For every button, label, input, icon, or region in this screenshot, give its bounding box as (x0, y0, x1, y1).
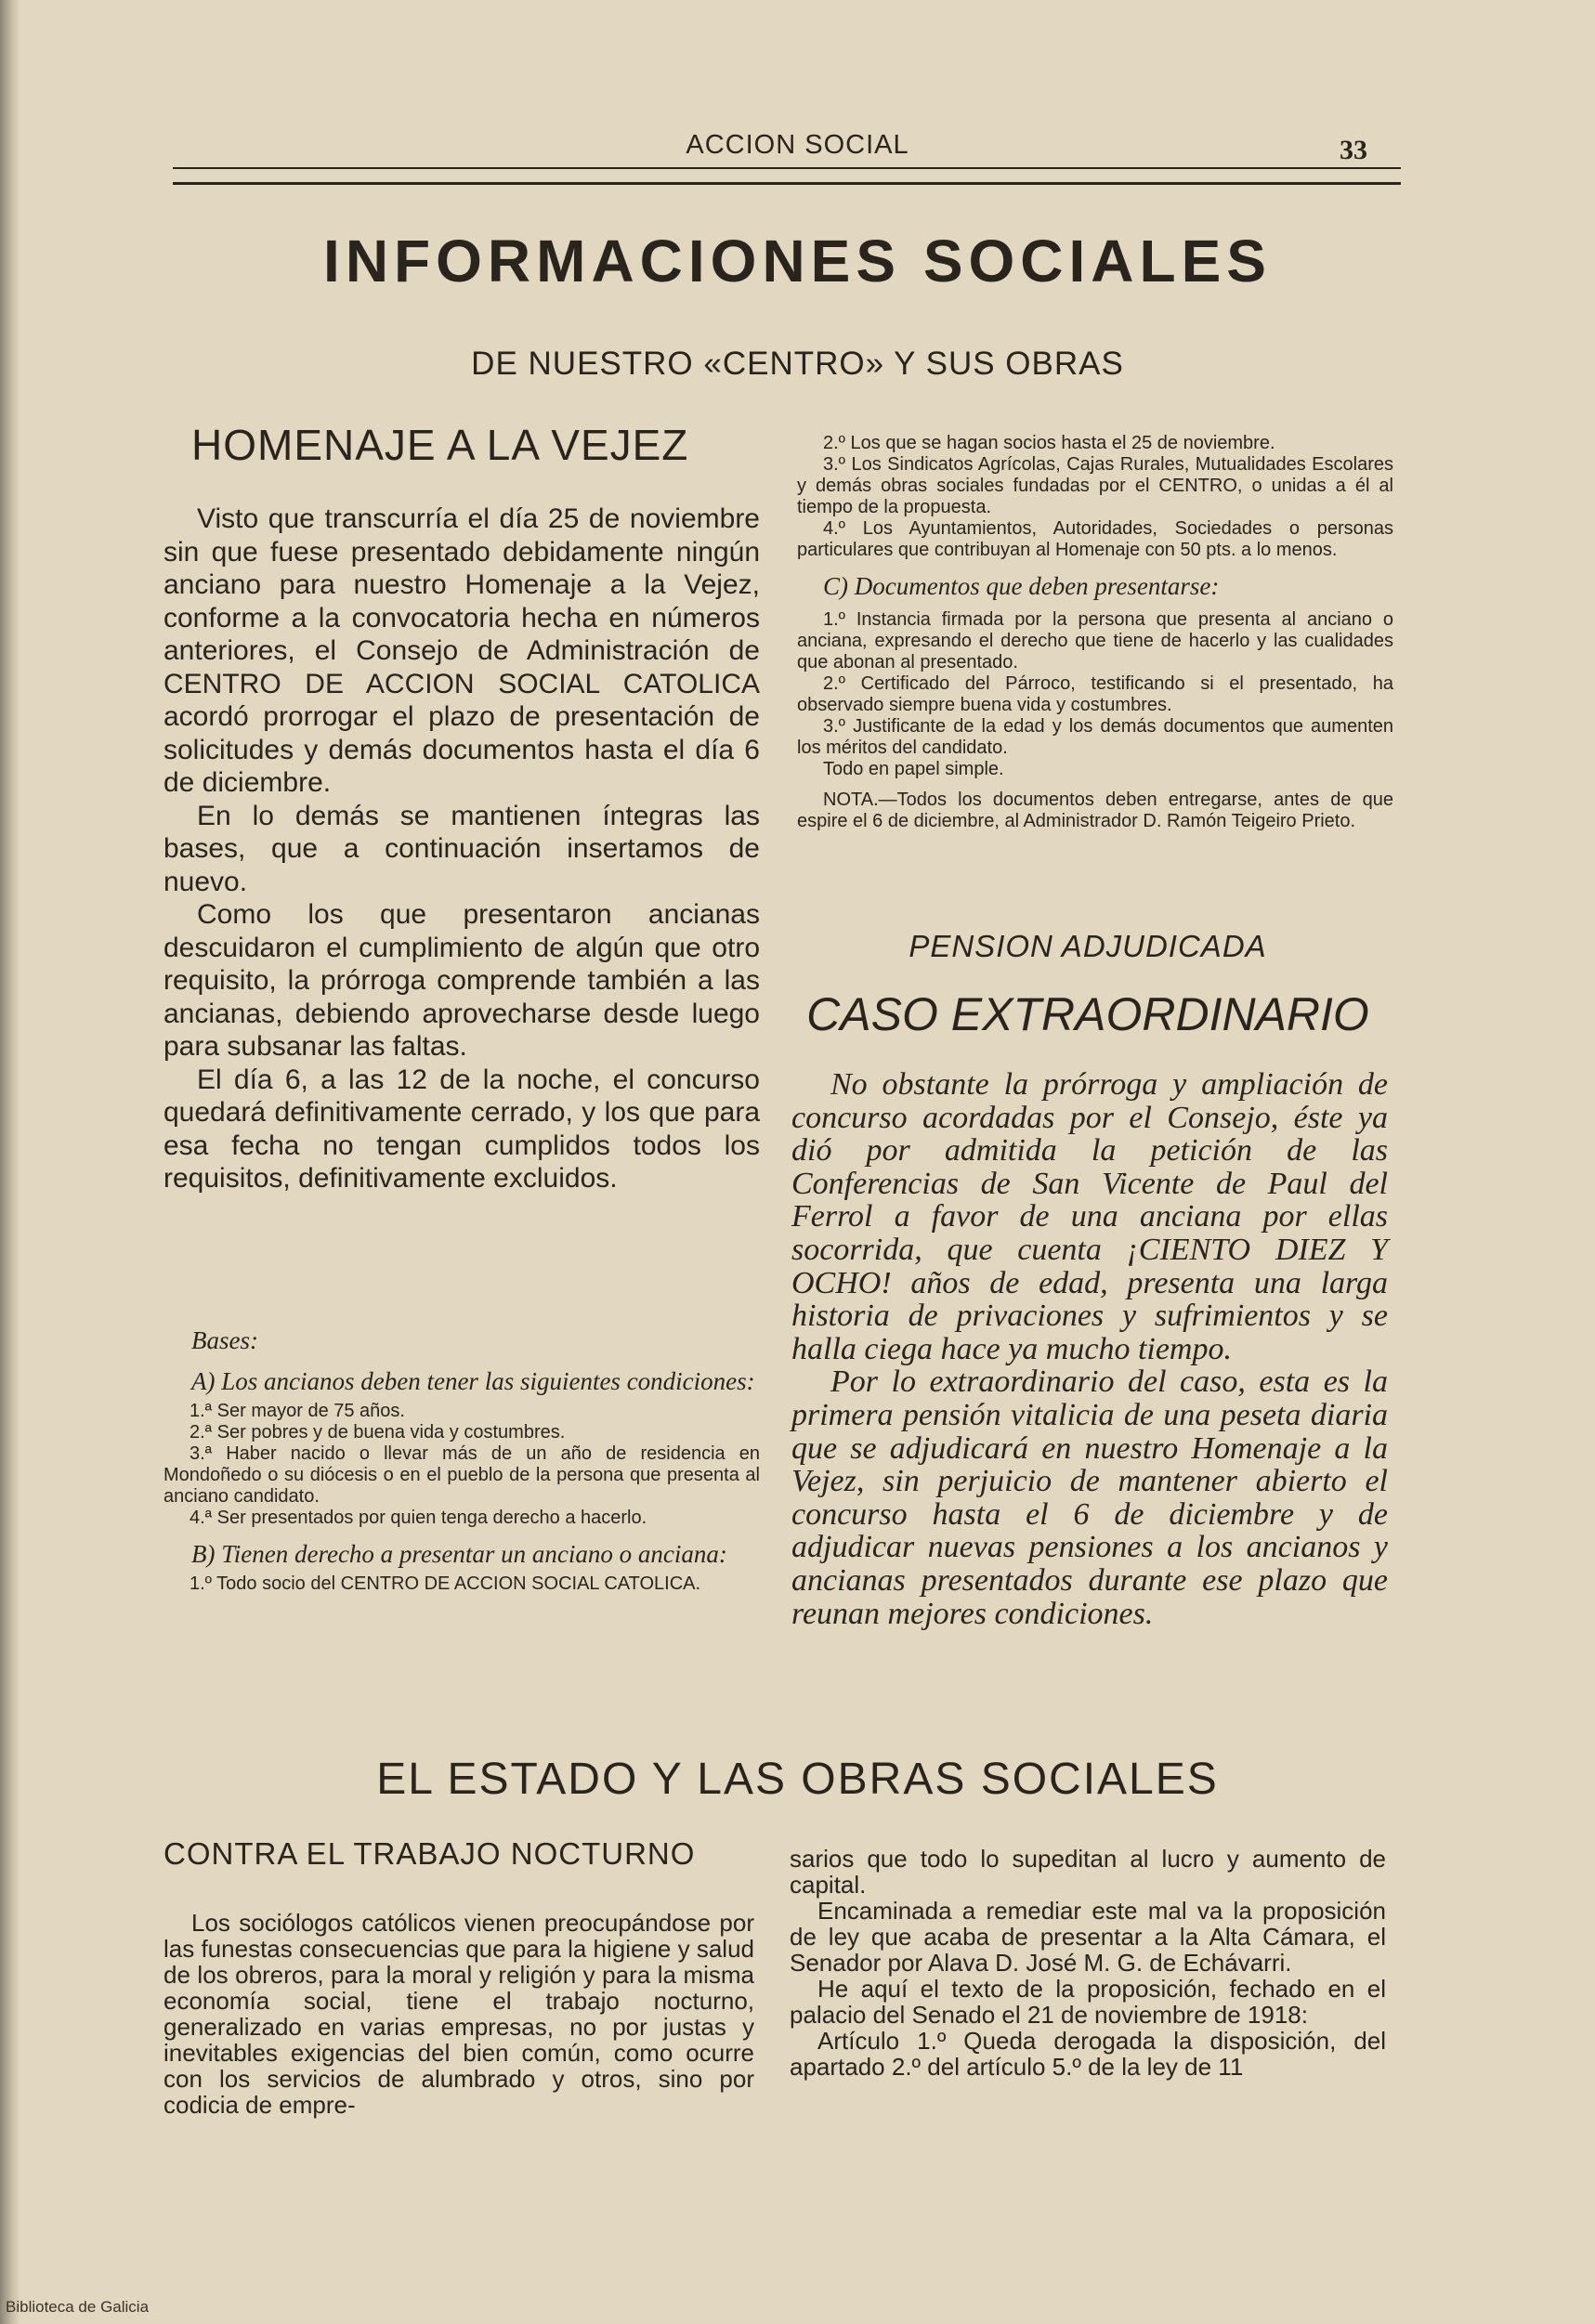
bases-block (163, 1326, 760, 1595)
nota: NOTA.—Todos los documentos deben entregarse, antes de que espire el 6 de diciembre, al Administrador D. Ramón Teigeiro Prieto. (797, 790, 1393, 831)
condition-item: 4.ª Ser presentados por quien tenga derecho a hacerlo. (190, 1508, 647, 1528)
presenter-item: 1.º Todo socio del CENTRO DE ACCION SOCIAL CATOLICA. (190, 1573, 701, 1594)
nocturno-paragraph: Artículo 1.º Queda derogada la disposición, del apartado 2.º del artículo 5.º de la ley de 11 (790, 2027, 1386, 2081)
header-rule-double (173, 182, 1401, 185)
document-item: 2.º Certificado del Párroco, testificando si el presentado, ha observado siempre buena vida y costumbres. (797, 673, 1393, 715)
homenaje-paragraph: Como los que presentaron ancianas descuidaron el cumplimiento de algún que otro requisito, la prórroga comprende también a las ancianas, debiendo aprovecharse desde luego para subsanar las faltas. (163, 899, 760, 1062)
homenaje-body (163, 503, 760, 1195)
section-b-heading: B) Tienen derecho a presentar un anciano o anciana: (191, 1540, 727, 1568)
presenter-item: 4.º Los Ayuntamientos, Autoridades, Sociedades o personas particulares que contribuyan al Homenaje con 50 pts. a lo menos. (797, 518, 1393, 560)
condition-item: 1.ª Ser mayor de 75 años. (190, 1401, 405, 1421)
nocturno-paragraph: sarios que todo lo supeditan al lucro y aumento de capital. (790, 1845, 1386, 1899)
nocturno-paragraph: Encaminada a remediar este mal va la proposición de ley que acaba de presentar a la Alta Cámara, el Senador por Alava D. José M. G. de Echávarri. (790, 1897, 1386, 1977)
library-credit: Biblioteca de Galicia (6, 2298, 150, 2316)
page-subtitle: DE NUESTRO «CENTRO» Y SUS OBRAS (471, 346, 1124, 382)
nocturno-left (163, 1910, 754, 2118)
document-item: Todo en papel simple. (823, 759, 1004, 779)
pension-label: PENSION ADJUDICADA (909, 929, 1267, 963)
caso-body (791, 1068, 1388, 1630)
bases-label: Bases: (191, 1326, 258, 1354)
homenaje-paragraph: El día 6, a las 12 de la noche, el concurso quedará definitivamente cerrado, y los que para esa fecha no tengan cumplidos todos los requisitos, definitivamente excluidos. (163, 1064, 760, 1194)
caso-heading: CASO EXTRAORDINARIO (806, 988, 1369, 1040)
presenter-item: 3.º Los Sindicatos Agrícolas, Cajas Rurales, Mutualidades Escolares y demás obras sociales fundadas por el CENTRO, o unidas a él al tiempo de la propuesta. (797, 454, 1393, 517)
nocturno-heading: CONTRA EL TRABAJO NOCTURNO (163, 1836, 696, 1871)
nocturno-paragraph: Los sociólogos católicos vienen preocupándose por las funestas consecuencias que para la higiene y salud de los obreros, para la moral y religión y para la misma economía social, tiene el trabajo nocturno, generalizado en varias empresas, no por justas y inevitables exigencias del bien común, como ocurre con los servicios de alumbrado y otros, sino por codicia de empre- (163, 1909, 754, 2119)
condition-item: 2.ª Ser pobres y de buena vida y costumbres. (190, 1422, 566, 1443)
condition-item: 3.ª Haber nacido o llevar más de un año de residencia en Mondoñedo o su diócesis o en el pueblo de la persona que presenta al anciano candidato. (163, 1443, 760, 1507)
homenaje-paragraph: Visto que transcurría el día 25 de noviembre sin que fuese presentado debidamente ningún anciano para nuestro Homenaje a la Vejez, conforme a la convocatoria hecha en números anteriores, el Consejo de Administración de CENTRO DE ACCION SOCIAL CATOLICA acordó prorrogar el plazo de presentación de solicitudes y demás documentos hasta el día 6 de diciembre. (163, 503, 760, 798)
presenter-item: 2.º Los que se hagan socios hasta el 25 de noviembre. (823, 433, 1275, 453)
caso-paragraph: No obstante la prórroga y ampliación de concurso acordadas por el Consejo, éste ya dió por admitida la petición de las Conferencias de San Vicente de Paul del Ferrol a favor de una anciana por ellas socorrida, que cuenta ¡CIENTO DIEZ Y OCHO! años de edad, presenta una larga historia de privaciones y sufrimientos y se halla ciega hace ya mucho tiempo. (791, 1067, 1388, 1366)
nocturno-paragraph: He aquí el texto de la proposición, fechado en el palacio del Senado el 21 de noviembre de 1918: (790, 1975, 1386, 2029)
bases-continued (797, 433, 1393, 832)
caso-paragraph: Por lo extraordinario del caso, esta es la primera pensión vitalicia de una peseta diaria que se adjudicará en nuestro Homenaje a la Vejez, sin perjuicio de mantener abierto el concurso hasta el 6 de diciembre y de adjudicar nuevas pensiones a los ancianos y ancianas presentados durante ese plazo que reunan mejores condiciones. (791, 1364, 1388, 1631)
running-head: ACCION SOCIAL (686, 130, 909, 160)
nocturno-right (790, 1846, 1386, 2080)
header-rule (173, 167, 1401, 169)
section-a-heading: A) Los ancianos deben tener las siguientes condiciones: (191, 1367, 755, 1395)
homenaje-heading: HOMENAJE A LA VEJEZ (191, 421, 689, 469)
page-number: 33 (1340, 135, 1367, 165)
section-c-heading: C) Documentos que deben presentarse: (823, 572, 1220, 600)
estado-heading: EL ESTADO Y LAS OBRAS SOCIALES (376, 1755, 1219, 1804)
page-title: INFORMACIONES SOCIALES (323, 228, 1272, 294)
document-item: 3.º Justificante de la edad y los demás documentos que aumenten los méritos del candidato. (797, 716, 1393, 758)
homenaje-paragraph: En lo demás se mantienen íntegras las bases, que a continuación insertamos de nuevo. (163, 800, 760, 897)
document-item: 1.º Instancia firmada por la persona que presenta al anciano o anciana, expresando el derecho que tiene de hacerlo y las cualidades que abonan al presentado. (797, 609, 1393, 672)
